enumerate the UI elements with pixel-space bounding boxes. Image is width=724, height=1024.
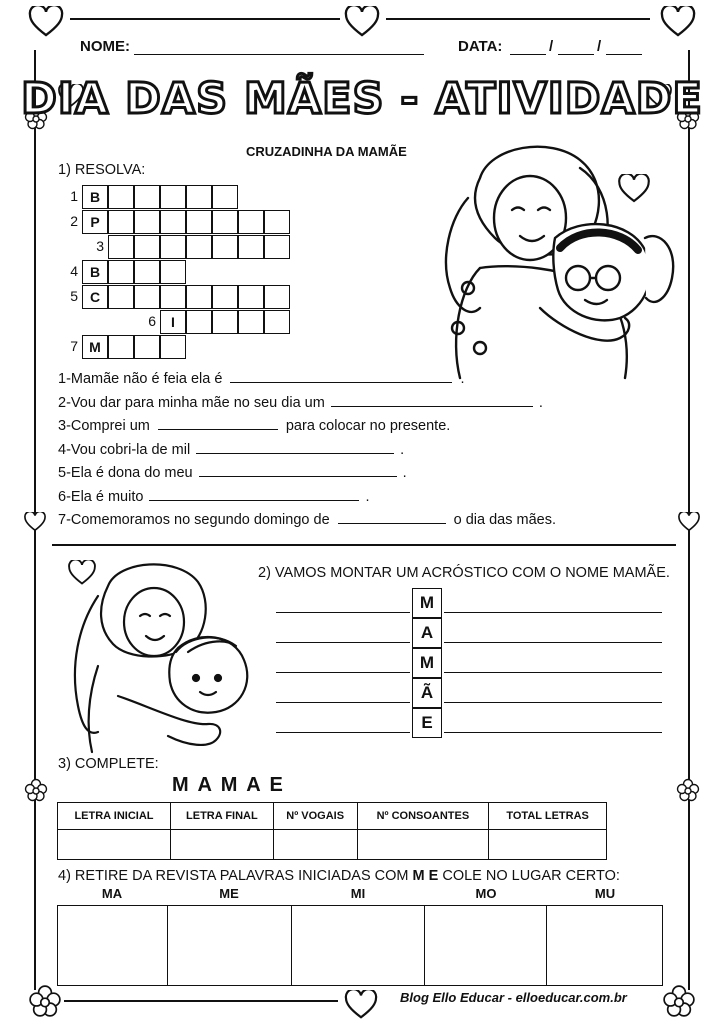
crossword-cell[interactable] bbox=[264, 210, 290, 234]
crossword-cell[interactable] bbox=[160, 185, 186, 209]
magazine-heading: 4) RETIRE DA REVISTA PALAVRAS INICIADAS COM M E COLE NO LUGAR CERTO: bbox=[58, 868, 620, 884]
clue-suffix: o dia das mães. bbox=[453, 512, 557, 528]
heart-icon bbox=[660, 6, 696, 38]
crossword-cell[interactable] bbox=[186, 235, 212, 259]
acrostic-heading: 2) VAMOS MONTAR UM ACRÓSTICO COM O NOME MAMÃE. bbox=[258, 565, 670, 581]
crossword-cell[interactable] bbox=[238, 285, 264, 309]
acrostic-line-right[interactable] bbox=[444, 672, 662, 673]
crossword-cell[interactable] bbox=[160, 335, 186, 359]
crossword-subtitle: CRUZADINHA DA MAMÃE bbox=[246, 144, 407, 159]
complete-answer-cell[interactable] bbox=[489, 830, 607, 860]
clue-answer-blank[interactable] bbox=[149, 488, 359, 501]
crossword-row-number: 6 bbox=[148, 313, 156, 329]
date-month-field[interactable] bbox=[558, 54, 594, 55]
clue-answer-blank[interactable] bbox=[199, 464, 397, 477]
crossword-cell[interactable]: P bbox=[82, 210, 108, 234]
crossword-cell[interactable] bbox=[160, 210, 186, 234]
complete-column-header: LETRA FINAL bbox=[170, 803, 273, 830]
complete-column-header: Nº CONSOANTES bbox=[357, 803, 489, 830]
flower-icon bbox=[28, 984, 62, 1018]
crossword-clue bbox=[58, 394, 543, 411]
complete-word: M A M A E bbox=[172, 774, 285, 796]
crossword-clue bbox=[58, 417, 450, 434]
heart-icon bbox=[678, 512, 700, 532]
crossword-cell[interactable] bbox=[264, 285, 290, 309]
crossword-cell[interactable] bbox=[238, 310, 264, 334]
crossword-row-number: 2 bbox=[70, 213, 78, 229]
acrostic-line-right[interactable] bbox=[444, 702, 662, 703]
magazine-paste-cell[interactable] bbox=[425, 906, 547, 986]
magazine-column-label: ME bbox=[219, 886, 239, 901]
crossword-cell[interactable] bbox=[212, 310, 238, 334]
crossword-cell[interactable] bbox=[134, 285, 160, 309]
name-label: NOME: bbox=[80, 38, 130, 55]
heart-icon bbox=[28, 6, 64, 38]
date-day-field[interactable] bbox=[510, 54, 546, 55]
crossword-clue bbox=[58, 488, 369, 505]
flower-icon bbox=[24, 778, 48, 802]
crossword-cell[interactable] bbox=[108, 285, 134, 309]
clue-answer-blank[interactable] bbox=[196, 441, 394, 454]
date-label: DATA: bbox=[458, 38, 503, 55]
crossword-cell[interactable] bbox=[212, 235, 238, 259]
clue-answer-blank[interactable] bbox=[158, 417, 278, 430]
mother-son-hug-illustration bbox=[58, 556, 254, 756]
acrostic-letter: Ã bbox=[412, 678, 442, 708]
magazine-paste-cell[interactable] bbox=[168, 906, 292, 986]
crossword-cell[interactable] bbox=[264, 235, 290, 259]
crossword-clue bbox=[58, 441, 404, 458]
frame-bottom-left bbox=[64, 1000, 338, 1002]
crossword-heading: 1) RESOLVA: bbox=[58, 162, 146, 178]
clue-text: 6-Ela é muito bbox=[58, 488, 144, 505]
clue-suffix: . bbox=[365, 488, 370, 505]
crossword-cell[interactable] bbox=[108, 235, 134, 259]
heart-icon bbox=[344, 6, 380, 38]
crossword-cell[interactable] bbox=[212, 185, 238, 209]
acrostic-letter: A bbox=[412, 618, 442, 648]
crossword-cell[interactable]: M bbox=[82, 335, 108, 359]
acrostic-line-left[interactable] bbox=[276, 672, 410, 673]
name-field[interactable] bbox=[134, 54, 424, 55]
crossword-cell[interactable] bbox=[160, 285, 186, 309]
crossword-cell[interactable] bbox=[212, 210, 238, 234]
magazine-column-label: MO bbox=[475, 886, 497, 901]
crossword-row-number: 1 bbox=[70, 188, 78, 204]
crossword-cell[interactable] bbox=[186, 285, 212, 309]
clue-text: 1-Mamãe não é feia ela é bbox=[58, 371, 223, 387]
heart-icon bbox=[344, 990, 378, 1020]
crossword-clue bbox=[58, 370, 464, 387]
frame-top-left bbox=[70, 18, 340, 20]
clue-text: 7-Comemoramos no segundo domingo de bbox=[58, 512, 330, 528]
crossword-cell[interactable] bbox=[134, 260, 160, 284]
crossword-cell[interactable]: B bbox=[82, 185, 108, 209]
crossword-cell[interactable]: B bbox=[82, 260, 108, 284]
crossword-cell[interactable] bbox=[108, 210, 134, 234]
complete-answer-cell[interactable] bbox=[357, 830, 489, 860]
crossword-cell[interactable] bbox=[160, 235, 186, 259]
crossword-clue bbox=[58, 511, 556, 528]
crossword-cell[interactable] bbox=[108, 260, 134, 284]
complete-table bbox=[57, 802, 607, 860]
crossword-row-number: 4 bbox=[70, 263, 78, 279]
acrostic-line-right[interactable] bbox=[444, 642, 662, 643]
clue-suffix: . bbox=[538, 394, 543, 411]
acrostic-line-left[interactable] bbox=[276, 612, 410, 613]
complete-column-header: TOTAL LETRAS bbox=[489, 803, 607, 830]
clue-text: 3-Comprei um bbox=[58, 418, 150, 434]
flower-icon bbox=[662, 984, 696, 1018]
magazine-paste-cell[interactable] bbox=[58, 906, 168, 986]
clue-suffix: para colocar no presente. bbox=[285, 418, 451, 434]
acrostic-letter: M bbox=[412, 648, 442, 678]
acrostic-line-left[interactable] bbox=[276, 732, 410, 733]
magazine-column-label: MI bbox=[350, 886, 366, 901]
acrostic-line-right[interactable] bbox=[444, 732, 662, 733]
heart-icon bbox=[24, 512, 46, 532]
complete-heading: 3) COMPLETE: bbox=[58, 756, 159, 772]
acrostic-line-right[interactable] bbox=[444, 612, 662, 613]
acrostic-line-left[interactable] bbox=[276, 702, 410, 703]
clue-text: 5-Ela é dona do meu bbox=[58, 465, 193, 481]
clue-suffix: . bbox=[400, 441, 405, 458]
clue-text: 4-Vou cobri-la de mil bbox=[58, 441, 191, 458]
clue-answer-blank[interactable] bbox=[338, 511, 446, 524]
crossword-cell[interactable] bbox=[134, 210, 160, 234]
complete-column-header: Nº VOGAIS bbox=[273, 803, 357, 830]
crossword-row-number: 5 bbox=[70, 288, 78, 304]
acrostic-letter: E bbox=[412, 708, 442, 738]
crossword-cell[interactable] bbox=[134, 185, 160, 209]
crossword-row-number: 7 bbox=[70, 338, 78, 354]
crossword-row-number: 3 bbox=[96, 238, 104, 254]
crossword-cell[interactable] bbox=[238, 235, 264, 259]
clue-suffix: . bbox=[460, 371, 465, 387]
acrostic-letter: M bbox=[412, 588, 442, 618]
complete-answer-cell[interactable] bbox=[170, 830, 273, 860]
complete-answer-cell[interactable] bbox=[58, 830, 171, 860]
footer-credit: Blog Ello Educar - elloeducar.com.br bbox=[400, 990, 627, 1005]
magazine-table bbox=[57, 905, 663, 986]
complete-answer-cell[interactable] bbox=[273, 830, 357, 860]
mother-daughter-hug-illustration bbox=[420, 138, 690, 384]
crossword-cell[interactable] bbox=[186, 310, 212, 334]
clue-text: 2-Vou dar para minha mãe no seu dia um bbox=[58, 394, 325, 411]
clue-suffix: . bbox=[402, 465, 407, 481]
magazine-paste-cell[interactable] bbox=[291, 906, 424, 986]
magazine-column-label: MU bbox=[594, 886, 616, 901]
crossword-cell[interactable] bbox=[108, 335, 134, 359]
clue-answer-blank[interactable] bbox=[331, 394, 533, 407]
crossword-clue bbox=[58, 464, 407, 481]
crossword-cell[interactable] bbox=[238, 210, 264, 234]
flower-icon bbox=[676, 778, 700, 802]
crossword-cell[interactable]: I bbox=[160, 310, 186, 334]
section-divider bbox=[52, 544, 676, 546]
frame-top-right bbox=[386, 18, 650, 20]
crossword-cell[interactable] bbox=[160, 260, 186, 284]
magazine-paste-cell[interactable] bbox=[547, 906, 663, 986]
crossword-cell[interactable] bbox=[134, 335, 160, 359]
acrostic-line-left[interactable] bbox=[276, 642, 410, 643]
page-title: DIA DAS MÃES - ATIVIDADE bbox=[21, 74, 703, 124]
date-year-field[interactable] bbox=[606, 54, 642, 55]
crossword-cell[interactable] bbox=[134, 235, 160, 259]
crossword-cell[interactable] bbox=[108, 185, 134, 209]
complete-column-header: LETRA INICIAL bbox=[58, 803, 171, 830]
crossword-cell[interactable] bbox=[212, 285, 238, 309]
crossword-cell[interactable] bbox=[186, 185, 212, 209]
crossword-cell[interactable]: C bbox=[82, 285, 108, 309]
crossword-cell[interactable] bbox=[186, 210, 212, 234]
magazine-column-label: MA bbox=[101, 886, 123, 901]
crossword-cell[interactable] bbox=[264, 310, 290, 334]
